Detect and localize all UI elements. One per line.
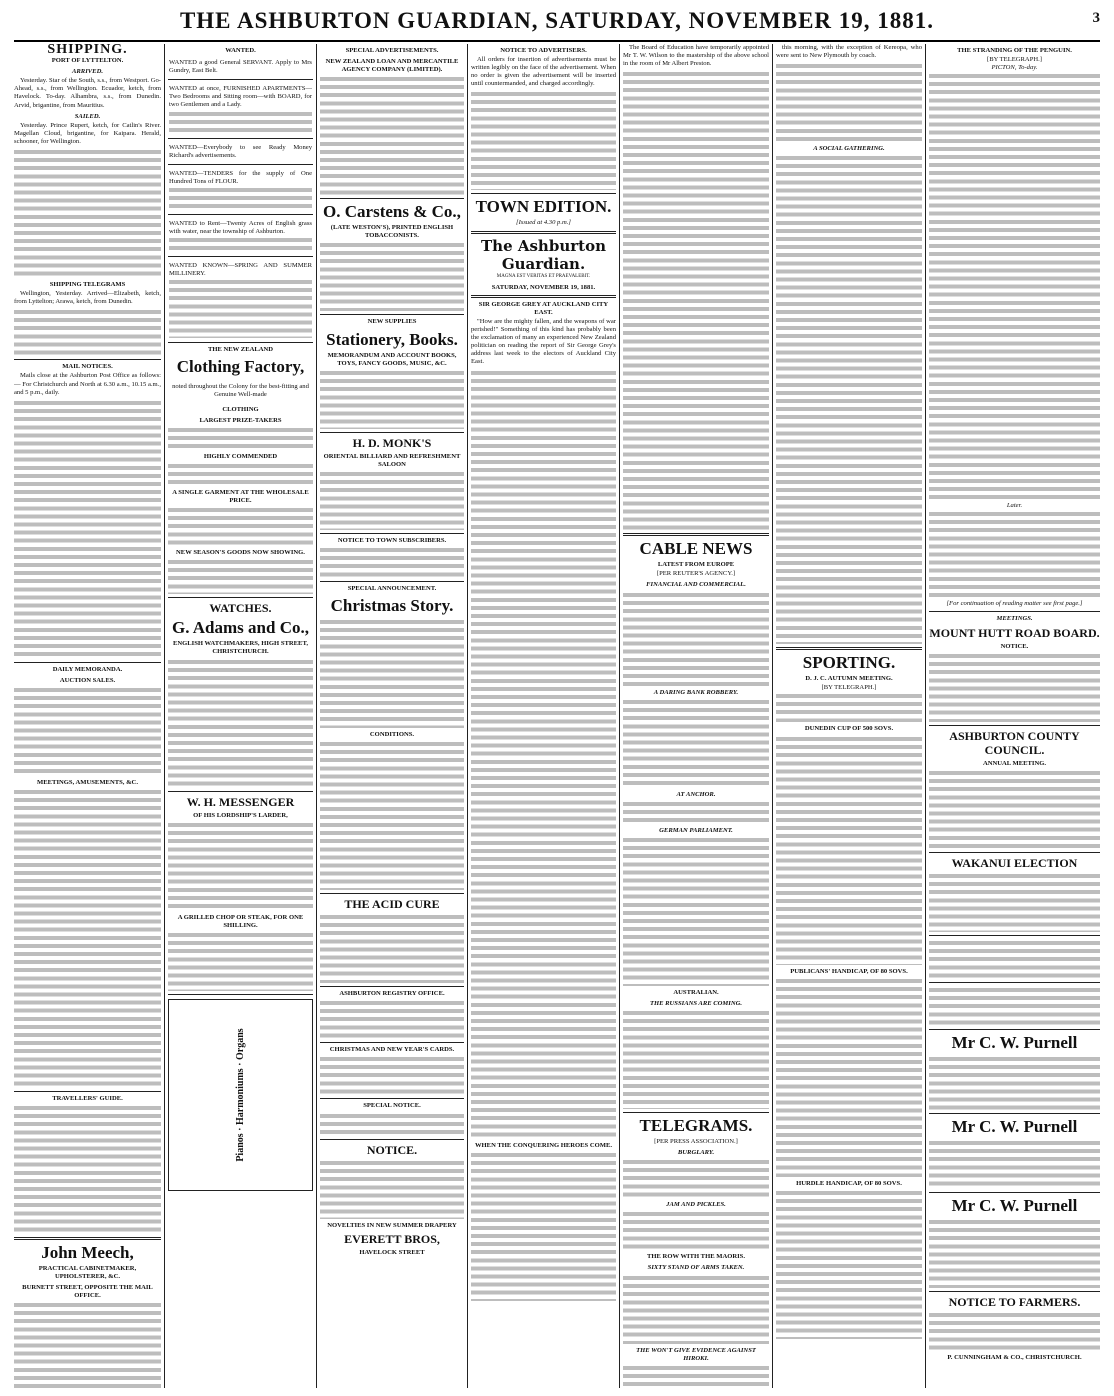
carstens-sub: (LATE WESTON'S), PRINTED ENGLISH TOBACCONISTS. xyxy=(330,224,454,240)
clothing-intro: THE NEW ZEALAND xyxy=(207,346,274,354)
australian-heading: AUSTRALIAN. xyxy=(673,988,719,996)
sporting-title: SPORTING. xyxy=(802,653,896,673)
continuation-note: [For continuation of reading matter see first page.] xyxy=(946,600,1083,608)
shipping-heading: SHIPPING. xyxy=(47,44,128,57)
russians-heading: THE RUSSIANS ARE COMING. xyxy=(649,999,743,1007)
messenger-heading: W. H. MESSENGER xyxy=(186,794,295,809)
annual-meeting-heading: ANNUAL MEETING. xyxy=(982,759,1046,767)
adams-sub: ENGLISH WATCHMAKERS, HIGH STREET, CHRISTCHURCH. xyxy=(172,640,309,656)
cable-agency: [PER REUTER'S AGENCY.] xyxy=(656,570,736,578)
publicans-handicap: PUBLICANS' HANDICAP, OF 80 SOVS. xyxy=(790,967,908,975)
column-3 xyxy=(320,44,464,1388)
meech-trade: PRACTICAL CABINETMAKER, UPHOLSTERER, &C. xyxy=(38,1265,137,1281)
telegrams-body-text xyxy=(14,308,161,356)
everett: EVERETT BROS, xyxy=(344,1231,440,1246)
nz-loan-body-text xyxy=(320,75,464,195)
travellers-body-text xyxy=(14,1104,161,1234)
epic-text: The Board of Education have temporarily appointed Mr T. W. Wilson to the mastership of the above school in the room of Mr Albert Preston. xyxy=(623,44,769,68)
column-2 xyxy=(168,44,313,1388)
wanted-ad-2: WANTED at once, FURNISHED APARTMENTS—Two Bedrooms and Sitting room—with BOARD, for two Gentlemen and a Lady. xyxy=(169,85,312,109)
cable-sub: LATEST FROM EUROPE xyxy=(657,561,735,569)
mail-text: Mails close at the Ashburton Post Office as follows:— For Christchurch and North at 6.30 a.m., 10.15 a.m., and 5 p.m., daily. xyxy=(14,372,161,396)
clothing-line-2: LARGEST PRIZE-TAKERS xyxy=(199,416,282,424)
telegrams-text: Wellington, Yesterday. Arrived—Elizabeth, ketch, from Lyttelton; Arawa, ketch, from Dunedin. xyxy=(14,290,161,306)
conquering-heroes: WHEN THE CONQUERING HEROES COME. xyxy=(474,1141,613,1149)
hurdle-handicap: HURDLE HANDICAP, OF 80 SOVS. xyxy=(796,1179,902,1187)
conquering-body-text xyxy=(471,1151,616,1301)
stationery-intro: NEW SUPPLIES xyxy=(367,318,417,326)
issued-time: [Issued at 4.30 p.m.] xyxy=(516,219,571,227)
column-7 xyxy=(929,44,1100,1388)
meech-address: BURNETT STREET, OPPOSITE THE MAIL OFFICE. xyxy=(22,1284,153,1300)
mount-hutt-heading: MOUNT HUTT ROAD BOARD. xyxy=(929,625,1100,640)
special-notice: SPECIAL NOTICE. xyxy=(363,1102,421,1110)
burglary-heading: BURGLARY. xyxy=(677,1149,715,1157)
christmas-body-text xyxy=(320,618,464,728)
town-edition: TOWN EDITION. xyxy=(475,197,612,217)
page-number: 3 xyxy=(1092,10,1100,26)
local-news-body-text xyxy=(623,70,769,530)
telegrams-title: TELEGRAMS. xyxy=(639,1116,753,1136)
handicap-entries xyxy=(776,977,922,1177)
jam-heading: JAM AND PICKLES. xyxy=(666,1201,726,1209)
leader-title: SIR GEORGE GREY AT AUCKLAND CITY EAST. xyxy=(478,300,609,316)
notice-advertisers-heading: NOTICE TO ADVERTISERS. xyxy=(500,47,587,54)
christmas-title: Christmas Story. xyxy=(330,596,454,616)
meetings-heading: MEETINGS, AMUSEMENTS, &C. xyxy=(37,778,138,786)
stranding-telegraph: [BY TELEGRAPH.] xyxy=(987,56,1042,64)
telegrams-heading: SHIPPING TELEGRAMS xyxy=(49,281,126,289)
carstens-name: O. Carstens & Co., xyxy=(323,202,461,222)
wanted-ad-1: WANTED a good General SERVANT. Apply to Mrs Gundry, East Belt. xyxy=(169,59,312,75)
arrived-heading: ARRIVED. xyxy=(72,68,103,76)
maoris-heading: THE ROW WITH THE MAORIS. xyxy=(646,1253,745,1261)
later-body-text xyxy=(929,510,1100,600)
leader-text: "How are the mighty fallen, and the weapons of war perished!" Something of this kind has probably been the exclamation of many an experienced New Zealand politician on reading the report of Sir George Grey's address last week to the electors of Auckland City East. xyxy=(471,317,616,366)
messenger-sub: OF HIS LORDSHIP'S LARDER, xyxy=(193,811,288,819)
acid-cure: THE ACID CURE xyxy=(344,897,440,912)
dunedin-cup: DUNEDIN CUP OF 500 SOVS. xyxy=(804,725,894,733)
conditions-heading: CONDITIONS. xyxy=(369,731,415,739)
vertical-advertisement: Pianos · Harmoniums · Organs xyxy=(168,999,313,1191)
notice-body-text xyxy=(471,90,616,190)
clothing-line-1: CLOTHING xyxy=(222,405,259,413)
arrived-text: Yesterday. Star of the South, s.s., from Westport. Go-Ahead, s.s., from Wellington. Ecuador, ketch, from Havelock. To-day. Alhambra, s.s., from Dunedin. Arvid, brigantine, from Mauritius. xyxy=(14,77,161,109)
telegraph-note: [BY TELEGRAPH.] xyxy=(821,684,877,692)
christmas-cards: CHRISTMAS AND NEW YEAR'S CARDS. xyxy=(329,1046,455,1054)
clothing-sub: noted throughout the Colony for the best-fitting and Genuine Well-made xyxy=(172,383,309,399)
county-council-heading: ASHBURTON COUNTY COUNCIL. xyxy=(949,728,1080,757)
monk-name: H. D. MONK'S xyxy=(352,435,432,450)
paper-motto: MAGNA EST VERITAS ET PRAEVALEBIT. xyxy=(496,273,591,279)
everett-address: HAVELOCK STREET xyxy=(359,1248,425,1256)
clothing-line-5: NEW SEASON'S GOODS NOW SHOWING. xyxy=(176,549,305,557)
paper-date: SATURDAY, NOVEMBER 19, 1881. xyxy=(491,283,596,291)
picton-dateline: PICTON, To-day. xyxy=(991,64,1038,72)
memoranda-heading: DAILY MEMORANDA. xyxy=(52,665,123,673)
sailed-heading: SAILED. xyxy=(74,112,101,120)
dunedin-cup-entries xyxy=(776,735,922,965)
stranding-body-text xyxy=(929,72,1100,502)
sailed-text: Yesterday. Prince Rupert, ketch, for Catlin's River. Magellan Cloud, brigantine, for Kaipara. Herald, schooner, for Wellington. xyxy=(14,121,161,145)
mount-hutt-notice: NOTICE. xyxy=(1000,642,1029,650)
anchor-heading: AT ANCHOR. xyxy=(676,790,716,798)
column-4 xyxy=(471,44,616,1388)
nz-loan-heading: NEW ZEALAND LOAN AND MERCANTILE AGENCY COMPANY (LIMITED). xyxy=(325,58,459,74)
purnell-name: Mr C. W. Purnell xyxy=(951,1032,1078,1052)
column-1 xyxy=(14,44,161,1388)
german-heading: GERMAN PARLIAMENT. xyxy=(659,826,733,834)
farmers-notice: NOTICE TO FARMERS. xyxy=(948,1294,1081,1309)
stationery-body-text xyxy=(320,369,464,429)
adams-name: G. Adams and Co., xyxy=(172,618,309,638)
messenger-line: A GRILLED CHOP OR STEAK, FOR ONE SHILLING. xyxy=(177,913,304,929)
clothing-title: Clothing Factory, xyxy=(176,357,305,377)
djc-heading: D. J. C. AUTUMN MEETING. xyxy=(805,675,893,683)
robbery-heading: A DARING BANK ROBBERY. xyxy=(653,688,739,696)
meetings-heading: MEETINGS. xyxy=(996,615,1033,623)
shipping-body-text xyxy=(14,148,161,278)
wanted-ad-3: WANTED—Everybody to see Ready Money Richard's advertisements. xyxy=(169,143,312,159)
meetings-body-text xyxy=(14,788,161,1088)
auction-body-text xyxy=(14,686,161,776)
novelties: NOVELTIES IN NEW SUMMER DRAPERY xyxy=(327,1221,457,1229)
meech-body-text xyxy=(14,1301,161,1388)
purnell-name-2: Mr C. W. Purnell xyxy=(951,1116,1078,1136)
messenger-body-text xyxy=(168,821,313,911)
conditions-body-text xyxy=(320,740,464,890)
wanted-ad-4: WANTED—TENDERS for the supply of One Hundred Tons of FLOUR. xyxy=(169,169,312,185)
wanted-heading: WANTED. xyxy=(225,47,256,54)
notice-subscribers: NOTICE TO TOWN SUBSCRIBERS. xyxy=(337,536,447,544)
special-announcement: SPECIAL ANNOUNCEMENT. xyxy=(347,585,437,593)
leader-body-text xyxy=(471,369,616,1139)
wanted-ad-5: WANTED to Rent—Twenty Acres of English grass with water, near the township of Ashburton. xyxy=(169,219,312,236)
auction-heading: AUCTION SALES. xyxy=(59,676,116,684)
column-5 xyxy=(623,44,769,1388)
notice-heading: NOTICE. xyxy=(366,1142,418,1157)
clothing-line-4: A SINGLE GARMENT AT THE WHOLESALE PRICE. xyxy=(172,489,309,505)
sixty-heading: SIXTY STAND OF ARMS TAKEN. xyxy=(647,1264,745,1272)
mail-heading: MAIL NOTICES. xyxy=(62,363,113,371)
masthead-title: THE ASHBURTON GUARDIAN, SATURDAY, NOVEMBER 19, 1881. xyxy=(179,8,935,33)
mail-body-text xyxy=(14,399,161,659)
paper-title: The Ashburton Guardian. xyxy=(481,236,606,273)
clothing-line-3: HIGHLY COMMENDED xyxy=(203,452,278,460)
wakanui-election-heading: WAKANUI ELECTION xyxy=(951,855,1078,870)
press-association: [PER PRESS ASSOCIATION.] xyxy=(654,1138,738,1146)
column-6 xyxy=(776,44,922,1388)
meech-name: John Meech, xyxy=(41,1243,134,1263)
cunningham: P. CUNNINGHAM & CO., CHRISTCHURCH. xyxy=(947,1353,1082,1361)
cable-title: CABLE NEWS xyxy=(639,539,753,559)
watches-heading: WATCHES. xyxy=(209,601,272,616)
financial-heading: FINANCIAL AND COMMERCIAL. xyxy=(646,581,746,589)
notice-advertisers-text: All orders for insertion of advertisements must be written legibly on the face of the advertisement. When no order is given the advertisement will be inserted until countermanded, and charged accordingly. xyxy=(471,56,616,88)
later-heading: Later. xyxy=(1006,502,1023,510)
monk-sub: ORIENTAL BILLIARD AND REFRESHMENT SALOON xyxy=(323,452,461,468)
evidence-heading: THE WON'T GIVE EVIDENCE AGAINST HIROKI. xyxy=(636,1346,756,1362)
purnell-name-3: Mr C. W. Purnell xyxy=(951,1195,1078,1215)
wanted-ad-6: WANTED KNOWN—SPRING AND SUMMER MILLINERY. xyxy=(169,262,312,278)
special-heading: SPECIAL ADVERTISEMENTS. xyxy=(345,47,439,54)
intro-text: this morning, with the exception of Kereopa, who were sent to New Plymouth by coach. xyxy=(776,44,922,60)
hurdle-entries xyxy=(776,1189,922,1339)
social-body-text xyxy=(776,154,922,644)
stationery-sub: MEMORANDUM AND ACCOUNT BOOKS, TOYS, FANCY GOODS, MUSIC, &C. xyxy=(327,351,457,367)
monk-body-text xyxy=(320,470,464,530)
travellers-heading: TRAVELLERS' GUIDE. xyxy=(52,1094,123,1102)
port-heading: PORT OF LYTTELTON. xyxy=(51,57,124,65)
social-heading: A SOCIAL GATHERING. xyxy=(813,145,885,153)
masthead xyxy=(14,6,1100,42)
adams-body-text xyxy=(168,658,313,788)
stranding-title: THE STRANDING OF THE PENGUIN. xyxy=(957,47,1072,54)
stationery-title: Stationery, Books. xyxy=(326,329,458,349)
registry-office: ASHBURTON REGISTRY OFFICE. xyxy=(339,990,445,998)
carstens-body-text xyxy=(320,241,464,311)
